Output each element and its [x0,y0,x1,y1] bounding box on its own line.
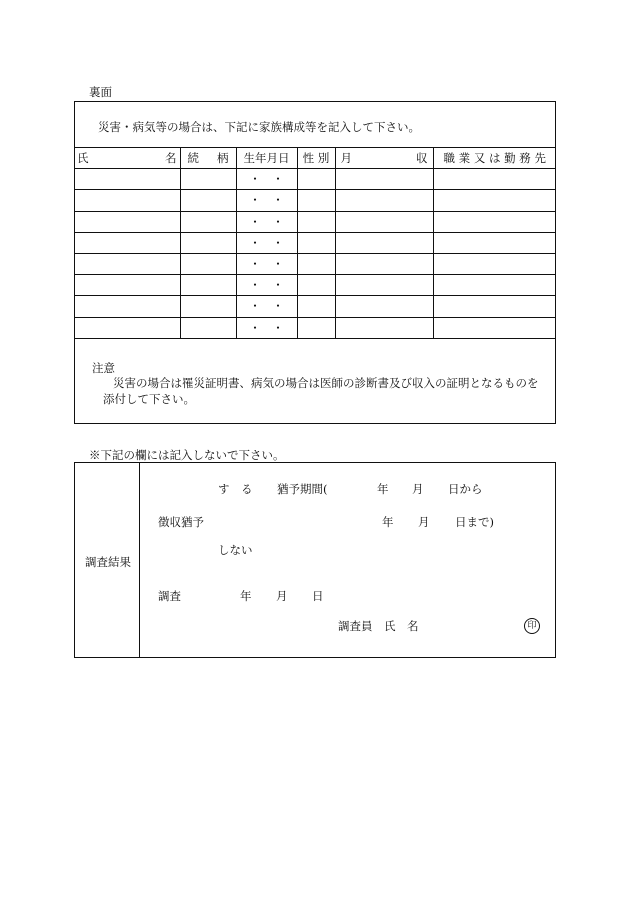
occupation-cell[interactable] [433,169,556,190]
birthdate-cell[interactable]: ・ ・ [236,232,297,253]
table-row [74,169,556,190]
birthdate-cell[interactable]: ・ ・ [236,211,297,232]
period-year-1: 年 [377,482,389,496]
occupation-cell[interactable] [433,275,556,296]
office-use-note: ※下記の欄には記入しないで下さい。 [89,448,285,462]
header-relation: 続 柄 [180,148,236,169]
birthdate-cell[interactable]: ・ ・ [236,253,297,274]
family-instruction: 災害・病気等の場合は、下記に家族構成等を記入して下さい。 [98,120,420,134]
name-cell[interactable] [74,211,180,232]
page-label: 裏面 [89,85,112,99]
header-name: 氏 名 [74,148,180,169]
income-cell[interactable] [335,232,433,253]
income-cell[interactable] [335,275,433,296]
income-cell[interactable] [335,317,433,338]
investigation-divider [139,463,140,657]
survey-date-label: 調査 [158,589,181,603]
sex-cell[interactable] [297,317,335,338]
sex-cell[interactable] [297,169,335,190]
table-row [74,253,556,274]
investigator-name-label: 調査員 氏 名 [338,619,419,633]
name-cell[interactable] [74,296,180,317]
family-table [74,147,556,339]
table-row [74,190,556,211]
income-cell[interactable] [335,296,433,317]
income-cell[interactable] [335,211,433,232]
birthdate-cell[interactable]: ・ ・ [236,190,297,211]
name-cell[interactable] [74,253,180,274]
family-table-header [74,148,556,169]
period-month-1: 月 [412,482,424,496]
occupation-cell[interactable] [433,253,556,274]
shinai-option: しない [218,543,253,557]
relation-cell[interactable] [180,275,236,296]
table-row [74,232,556,253]
survey-day: 日 [312,589,324,603]
occupation-cell[interactable] [433,317,556,338]
survey-month: 月 [276,589,288,603]
sex-cell[interactable] [297,232,335,253]
sex-cell[interactable] [297,211,335,232]
table-row [74,275,556,296]
table-row [74,296,556,317]
seal-mark-icon: 印 [524,618,540,634]
birthdate-cell[interactable]: ・ ・ [236,296,297,317]
occupation-cell[interactable] [433,296,556,317]
name-cell[interactable] [74,232,180,253]
collection-deferral-label: 徴収猶予 [158,515,204,529]
birthdate-cell[interactable]: ・ ・ [236,275,297,296]
table-row [74,317,556,338]
name-cell[interactable] [74,275,180,296]
relation-cell[interactable] [180,169,236,190]
period-label: 猶予期間( [277,482,328,496]
note-line-2: 添付して下さい。 [103,392,195,406]
period-year-2: 年 [382,515,394,529]
relation-cell[interactable] [180,253,236,274]
investigation-result-label: 調査結果 [85,555,131,569]
header-birthdate: 生年月日 [236,148,297,169]
note-title: 注意 [92,361,115,375]
birthdate-cell[interactable]: ・ ・ [236,317,297,338]
suru-option: す る [218,482,253,496]
relation-cell[interactable] [180,296,236,317]
header-monthly-income: 月 収 [335,148,433,169]
period-month-2: 月 [418,515,430,529]
relation-cell[interactable] [180,317,236,338]
relation-cell[interactable] [180,190,236,211]
income-cell[interactable] [335,253,433,274]
sex-cell[interactable] [297,190,335,211]
occupation-cell[interactable] [433,211,556,232]
header-sex: 性 別 [297,148,335,169]
occupation-cell[interactable] [433,232,556,253]
period-day-from: 日から [448,482,483,496]
name-cell[interactable] [74,190,180,211]
birthdate-cell[interactable]: ・ ・ [236,169,297,190]
relation-cell[interactable] [180,232,236,253]
relation-cell[interactable] [180,211,236,232]
income-cell[interactable] [335,190,433,211]
period-day-until: 日まで) [455,515,494,529]
sex-cell[interactable] [297,253,335,274]
occupation-cell[interactable] [433,190,556,211]
income-cell[interactable] [335,169,433,190]
name-cell[interactable] [74,169,180,190]
table-row [74,211,556,232]
name-cell[interactable] [74,317,180,338]
survey-year: 年 [240,589,252,603]
sex-cell[interactable] [297,296,335,317]
header-occupation: 職 業 又 は 勤 務 先 [433,148,556,169]
sex-cell[interactable] [297,275,335,296]
note-line-1: 災害の場合は罹災証明書、病気の場合は医師の診断書及び収入の証明となるものを [113,376,539,390]
